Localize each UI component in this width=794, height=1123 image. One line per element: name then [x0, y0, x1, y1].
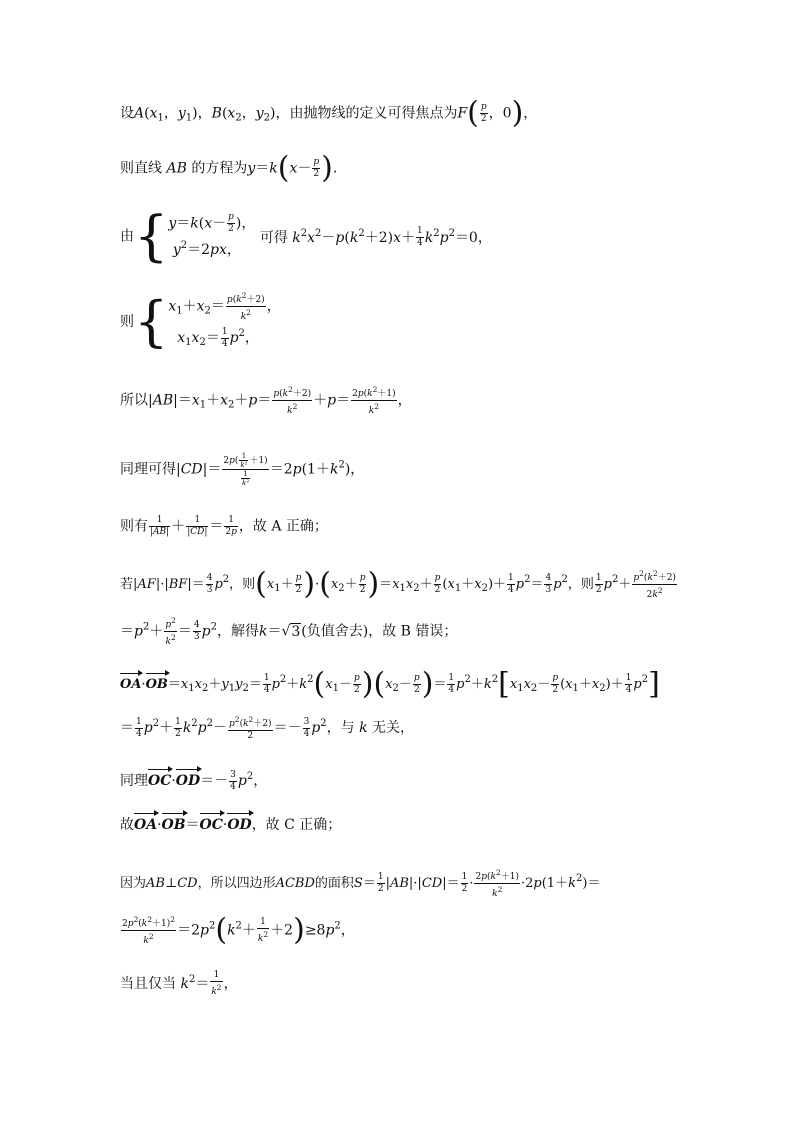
text-line-8: 若|AF|·|BF|＝ $\frac{4}{3}$ $p^2$，则($x_1+$ $\frac{p}{2}$ )$\cdot(x_2+$ $\frac{p}{2}$ )$=x_1x_2+$ $\frac{p}{2}$ $(x_1+x_2)+$ $\frac{1}{4}$ $p^2=$ $\frac{4}{3}$ $p^2$，则 $\frac{1}{2}$ $p^2+$ $\frac{p^2(k^2+2)}{2k^2}$	[120, 566, 676, 602]
text-line-4: 则{$x_1+x_2=$ $\frac{p(k^2+2)}{k^2}$ ， $x_1x_2=$ $\frac{1}{4}$ $p^2$，	[120, 290, 281, 353]
text-line-14: 因为AB⊥CD，所以四边形ACBD的面积S＝ $\frac{1}{2}$ |AB|·|CD|＝ $\frac{1}{2}$ · $\frac{2p(k^2+1)}{k^2}$ $\cdot 2p(1+k^2)=$	[120, 868, 601, 899]
text-line-1: 设$A(x_1$，$y_1$)，$B(x_2$，$y_2$)，由抛物线的定义可得焦点为F( $\frac{p}{2}$ ，0)，	[120, 95, 538, 131]
text-line-15: $\frac{2p^2(k^2+1)^2}{k^2}$ $=2p^2(k^2+$ $\frac{1}{k^2}$ $+2)\ge 8p^2$，	[122, 912, 355, 948]
text-line-6: 同理可得|CD|＝ 2p( $\frac{1}{\text{k²}}$ ＋1) $\frac{1}{\text{k²}}$ $=2p(1+k^2)$，	[120, 452, 365, 487]
text-line-9: $=p^2+$ $\frac{p^2}{k^2}$ ＝ $\frac{4}{3}$ $p^2$，解得k＝√3(负值舍去)，故 B 错误；	[120, 616, 458, 647]
text-line-16: 当且仅当 $k^2=$ $\frac{1}{k^2}$ ，	[120, 970, 238, 997]
text-line-7: 则有 $\frac{1}{|AB|}$ ＋ $\frac{1}{|CD|}$ ＝ $\frac{1}{2p}$ ，故 A 正确；	[120, 515, 328, 537]
text-line-11: ＝ $\frac{1}{4}$ $p^2+$ $\frac{1}{2}$ $k^2p^2-$ $\frac{p^2(k^2+2)}{2}$ ＝－ $\frac{3}{4}$ $p^2$，与 k 无关，	[120, 715, 415, 741]
text-line-12: 同理OC·OD＝－ $\frac{3}{4}$ $p^2$，	[120, 769, 268, 792]
text-line-5: 所以$|AB|=x_1+x_2+p=$ $\frac{p(k^2+2)}{k^2}$ ＋p＝ $\frac{2p(k^2+1)}{k^2}$ ，	[120, 385, 412, 416]
text-line-13: 故OA·OB＝OC·OD，故 C 正确；	[120, 817, 342, 833]
text-line-10: $OA\cdot OB=x_1x_2+y_1y_2=$ $\frac{1}{4}$ $p^2+k^2(x_1-$ $\frac{p}{2}$ )($x_2-$ $\frac{p}{2}$ )＝ $\frac{1}{4}$ $p^2+k^2[x_1x_2-$ $\frac{p}{2}$ $(x_1+x_2)+$ $\frac{1}{4}$ $p^2$]	[120, 666, 660, 702]
text-line-3: 由{y＝k(x－ $\frac{p}{2}$ )， $y^2=2px$， 可得 $k^2x^2-p(k^2+2)x+$ $\frac{1}{4}$ $k^2p^2=0$，	[120, 204, 492, 268]
text-line-2: 则直线 AB 的方程为y＝k(x－ $\frac{p}{2}$ ).	[120, 150, 338, 186]
